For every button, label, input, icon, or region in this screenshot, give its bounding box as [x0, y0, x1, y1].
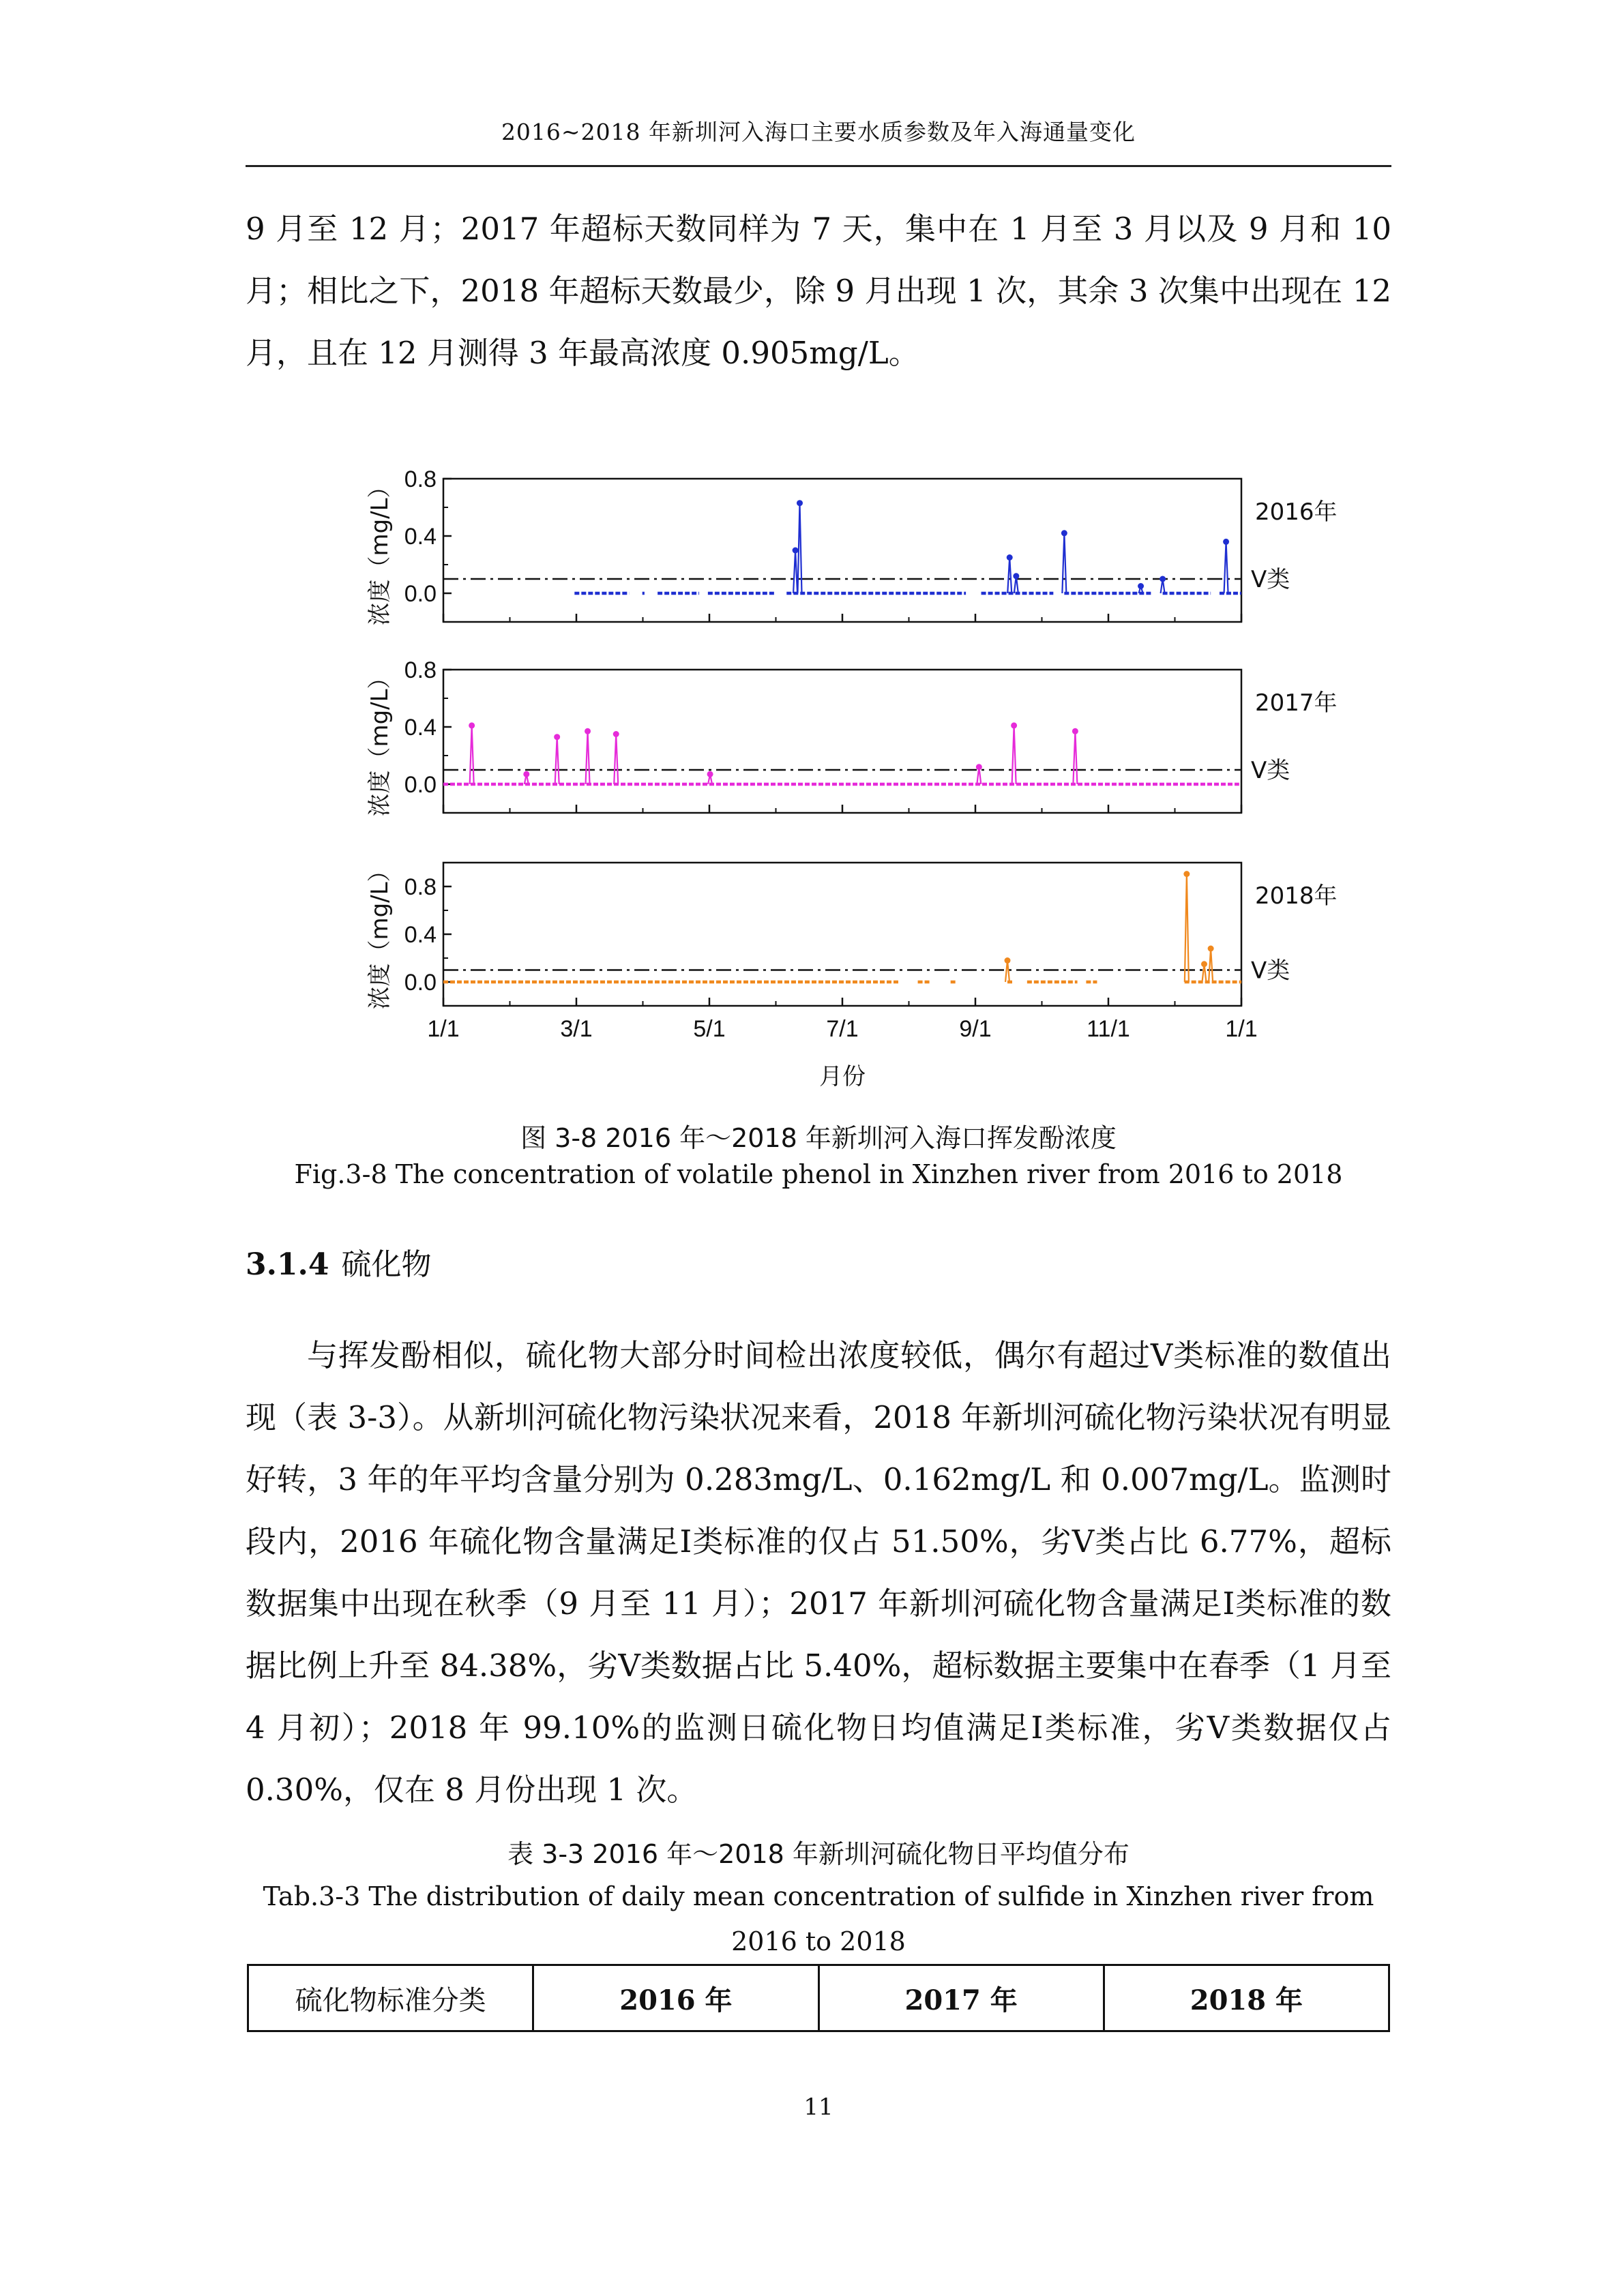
series-peak-point: [523, 771, 529, 777]
section-number: 3.1.4: [246, 1247, 329, 1282]
series-peak-line: [793, 550, 797, 593]
series-peak-line: [586, 731, 590, 784]
panel-frame: [443, 863, 1241, 1006]
y-tick-label: 0.0: [404, 772, 437, 798]
panel-year-label: 2017年: [1255, 689, 1338, 717]
table-caption-cn: 表 3-3 2016 年～2018 年新圳河硫化物日平均值分布: [507, 1839, 1130, 1869]
panel-year-label: 2016年: [1255, 498, 1338, 526]
table-header-category: 硫化物标准分类: [248, 1965, 533, 2031]
series-peak-line: [555, 737, 559, 784]
series-peak-line: [470, 726, 474, 784]
x-tick-label: 5/1: [693, 1016, 726, 1042]
panel-frame: [443, 479, 1241, 622]
series-peak-point: [793, 548, 799, 554]
series-peak-line: [1185, 874, 1189, 982]
x-tick-label: 1/1: [1225, 1016, 1258, 1042]
series-peak-point: [554, 734, 560, 740]
series-peak-point: [1138, 583, 1144, 589]
series-peak-line: [1012, 726, 1016, 784]
table-header-2016: 2016 年: [533, 1965, 818, 2031]
series-peak-point: [1223, 539, 1229, 545]
series-peak-point: [1183, 871, 1190, 877]
y-tick-label: 0.8: [404, 657, 437, 683]
series-peak-point: [976, 764, 982, 770]
series-peak-point: [1201, 961, 1207, 967]
series-peak-point: [797, 500, 803, 506]
paragraph-sulfide: 与挥发酚相似，硫化物大部分时间检出浓度较低，偶尔有超过Ⅴ类标准的数值出现（表 3-3）。从新圳河硫化物污染状况来看，2018 年新圳河硫化物污染状况有明显好转，3 年的年平均含量分别为 0.283mg/L、0.162mg/L 和 0.007mg/L。监测时段内，2016 年硫化物含量满足Ⅰ类标准的仅占 51.50%，劣Ⅴ类占比 6.77%，超标数据集中出现在秋季（9 月至 11 月）；2017 年新圳河硫化物含量满足Ⅰ类标准的数据比例上升至 84.38%，劣Ⅴ类数据占比 5.40%，超标数据主要集中在春季（1 月至 4 月初）；2018 年 99.10%的监测日硫化物日均值满足Ⅰ类标准，劣Ⅴ类数据仅占 0.30%，仅在 8 月份出现 1 次。: [246, 1337, 1391, 1808]
series-peak-line: [1007, 558, 1012, 594]
x-tick-label: 1/1: [427, 1016, 460, 1042]
series-peak-line: [1209, 949, 1213, 982]
series-peak-line: [1073, 731, 1077, 784]
x-axis-label: 月份: [819, 1063, 866, 1090]
figure-caption-cn: 图 3-8 2016 年～2018 年新圳河入海口挥发酚浓度: [520, 1123, 1117, 1153]
series-peak-line: [1062, 533, 1066, 593]
running-header: 2016~2018 年新圳河入海口主要水质参数及年入海通量变化: [501, 119, 1136, 145]
series-peak-line: [1224, 541, 1228, 593]
section-heading: [246, 1240, 431, 1283]
series-peak-point: [1208, 946, 1214, 952]
y-tick-label: 0.4: [404, 922, 437, 948]
y-tick-label: 0.4: [404, 524, 437, 550]
volatile-phenol-chart: [348, 436, 1344, 1125]
series-peak-point: [1061, 530, 1067, 536]
sulfide-distribution-table: [247, 1964, 1390, 2032]
series-peak-point: [1011, 722, 1017, 728]
y-tick-label: 0.0: [404, 970, 437, 996]
reference-line-label: Ⅴ类: [1251, 957, 1290, 985]
series-peak-point: [585, 728, 591, 734]
x-tick-label: 11/1: [1087, 1016, 1130, 1042]
x-tick-label: 9/1: [959, 1016, 992, 1042]
y-tick-label: 0.0: [404, 581, 437, 607]
figure-caption-en: Fig.3-8 The concentration of volatile phenol in Xinzhen river from 2016 to 2018: [294, 1159, 1343, 1189]
y-tick-label: 0.8: [404, 874, 437, 900]
x-tick-label: 3/1: [560, 1016, 593, 1042]
table-caption-en: Tab.3-3 The distribution of daily mean concentration of sulfide in Xinzhen river from 2016 to 2018: [263, 1881, 1374, 1956]
paragraph-exceedance-days: 9 月至 12 月；2017 年超标天数同样为 7 天，集中在 1 月至 3 月以及 9 月和 10 月；相比之下，2018 年超标天数最少，除 9 月出现 1 次，其余 3 次集中出现在 12 月，且在 12 月测得 3 年最高浓度 0.905mg/L。: [246, 211, 1391, 371]
series-peak-point: [707, 771, 713, 777]
table-header-2017: 2017 年: [818, 1965, 1104, 2031]
series-peak-point: [1007, 554, 1013, 561]
series-peak-point: [1160, 576, 1166, 582]
series-peak-point: [1013, 573, 1019, 579]
series-peak-point: [1005, 957, 1011, 964]
series-peak-point: [613, 731, 619, 737]
y-axis-label: 浓度（mg/L）: [366, 859, 394, 1010]
x-tick-label: 7/1: [826, 1016, 859, 1042]
y-tick-label: 0.8: [404, 466, 437, 492]
series-peak-point: [1072, 728, 1078, 734]
reference-line-label: Ⅴ类: [1251, 566, 1290, 593]
header-rule: [246, 165, 1391, 167]
table-header-row: [248, 1965, 1389, 2031]
series-peak-point: [469, 722, 475, 728]
reference-line-label: Ⅴ类: [1251, 757, 1290, 784]
series-peak-line: [614, 734, 618, 785]
y-axis-label: 浓度（mg/L）: [366, 475, 394, 626]
page-number: 11: [803, 2093, 833, 2121]
panel-year-label: 2018年: [1255, 882, 1338, 910]
series-peak-line: [1005, 961, 1009, 983]
y-tick-label: 0.4: [404, 715, 437, 741]
section-title: 硫化物: [341, 1247, 432, 1282]
y-axis-label: 浓度（mg/L）: [366, 666, 394, 817]
figure-volatile-phenol: [348, 436, 1344, 1125]
table-header-2018: 2018 年: [1104, 1965, 1389, 2031]
panel-frame: [443, 670, 1241, 813]
